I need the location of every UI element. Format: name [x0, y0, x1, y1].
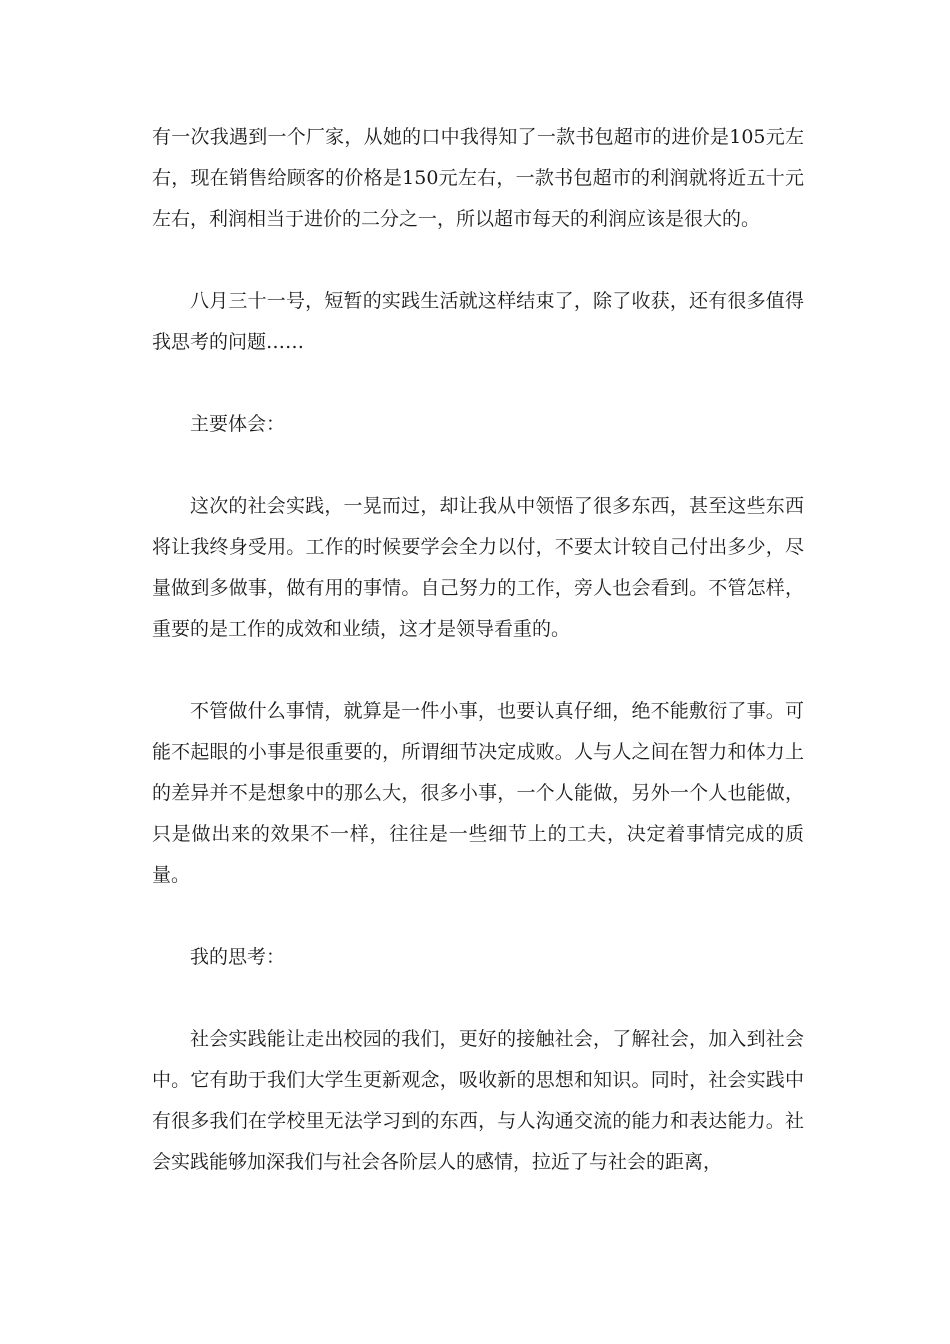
document-body	[152, 117, 804, 1224]
heading-main-experience: 主要体会：	[190, 413, 286, 435]
paragraph-experience-details: 不管做什么事情，就算是一件小事，也要认真仔细，绝不能敷衍了事。可能不起眼的小事是很重要的，所谓细节决定成败。人与人之间在智力和体力上的差异并不是想象中的那么大，很多小事，一个人能做，另外一个人也能做，只是做出来的效果不一样，往往是一些细节上的工夫，决定着事情完成的质量。	[152, 700, 804, 886]
paragraph-practice-end: 八月三十一号，短暂的实践生活就这样结束了，除了收获，还有很多值得我思考的问题……	[152, 290, 804, 353]
heading-my-thoughts: 我的思考：	[190, 946, 286, 968]
paragraph-supplier-price: 有一次我遇到一个厂家，从她的口中我得知了一款书包超市的进价是105元左右，现在销售给顾客的价格是150元左右，一款书包超市的利润就将近五十元左右，利润相当于进价的二分之一，所以超市每天的利润应该是很大的。	[152, 126, 804, 230]
paragraph-thoughts-society: 社会实践能让走出校园的我们，更好的接触社会，了解社会，加入到社会中。它有助于我们大学生更新观念，吸收新的思想和知识。同时，社会实践中有很多我们在学校里无法学习到的东西，与人沟通交流的能力和表达能力。社会实践能够加深我们与社会各阶层人的感情，拉近了与社会的距离，	[152, 1028, 804, 1173]
paragraph-experience-work: 这次的社会实践，一晃而过，却让我从中领悟了很多东西，甚至这些东西将让我终身受用。工作的时候要学会全力以付，不要太计较自己付出多少，尽量做到多做事，做有用的事情。自己努力的工作，旁人也会看到。不管怎样，重要的是工作的成效和业绩，这才是领导看重的。	[152, 495, 804, 640]
